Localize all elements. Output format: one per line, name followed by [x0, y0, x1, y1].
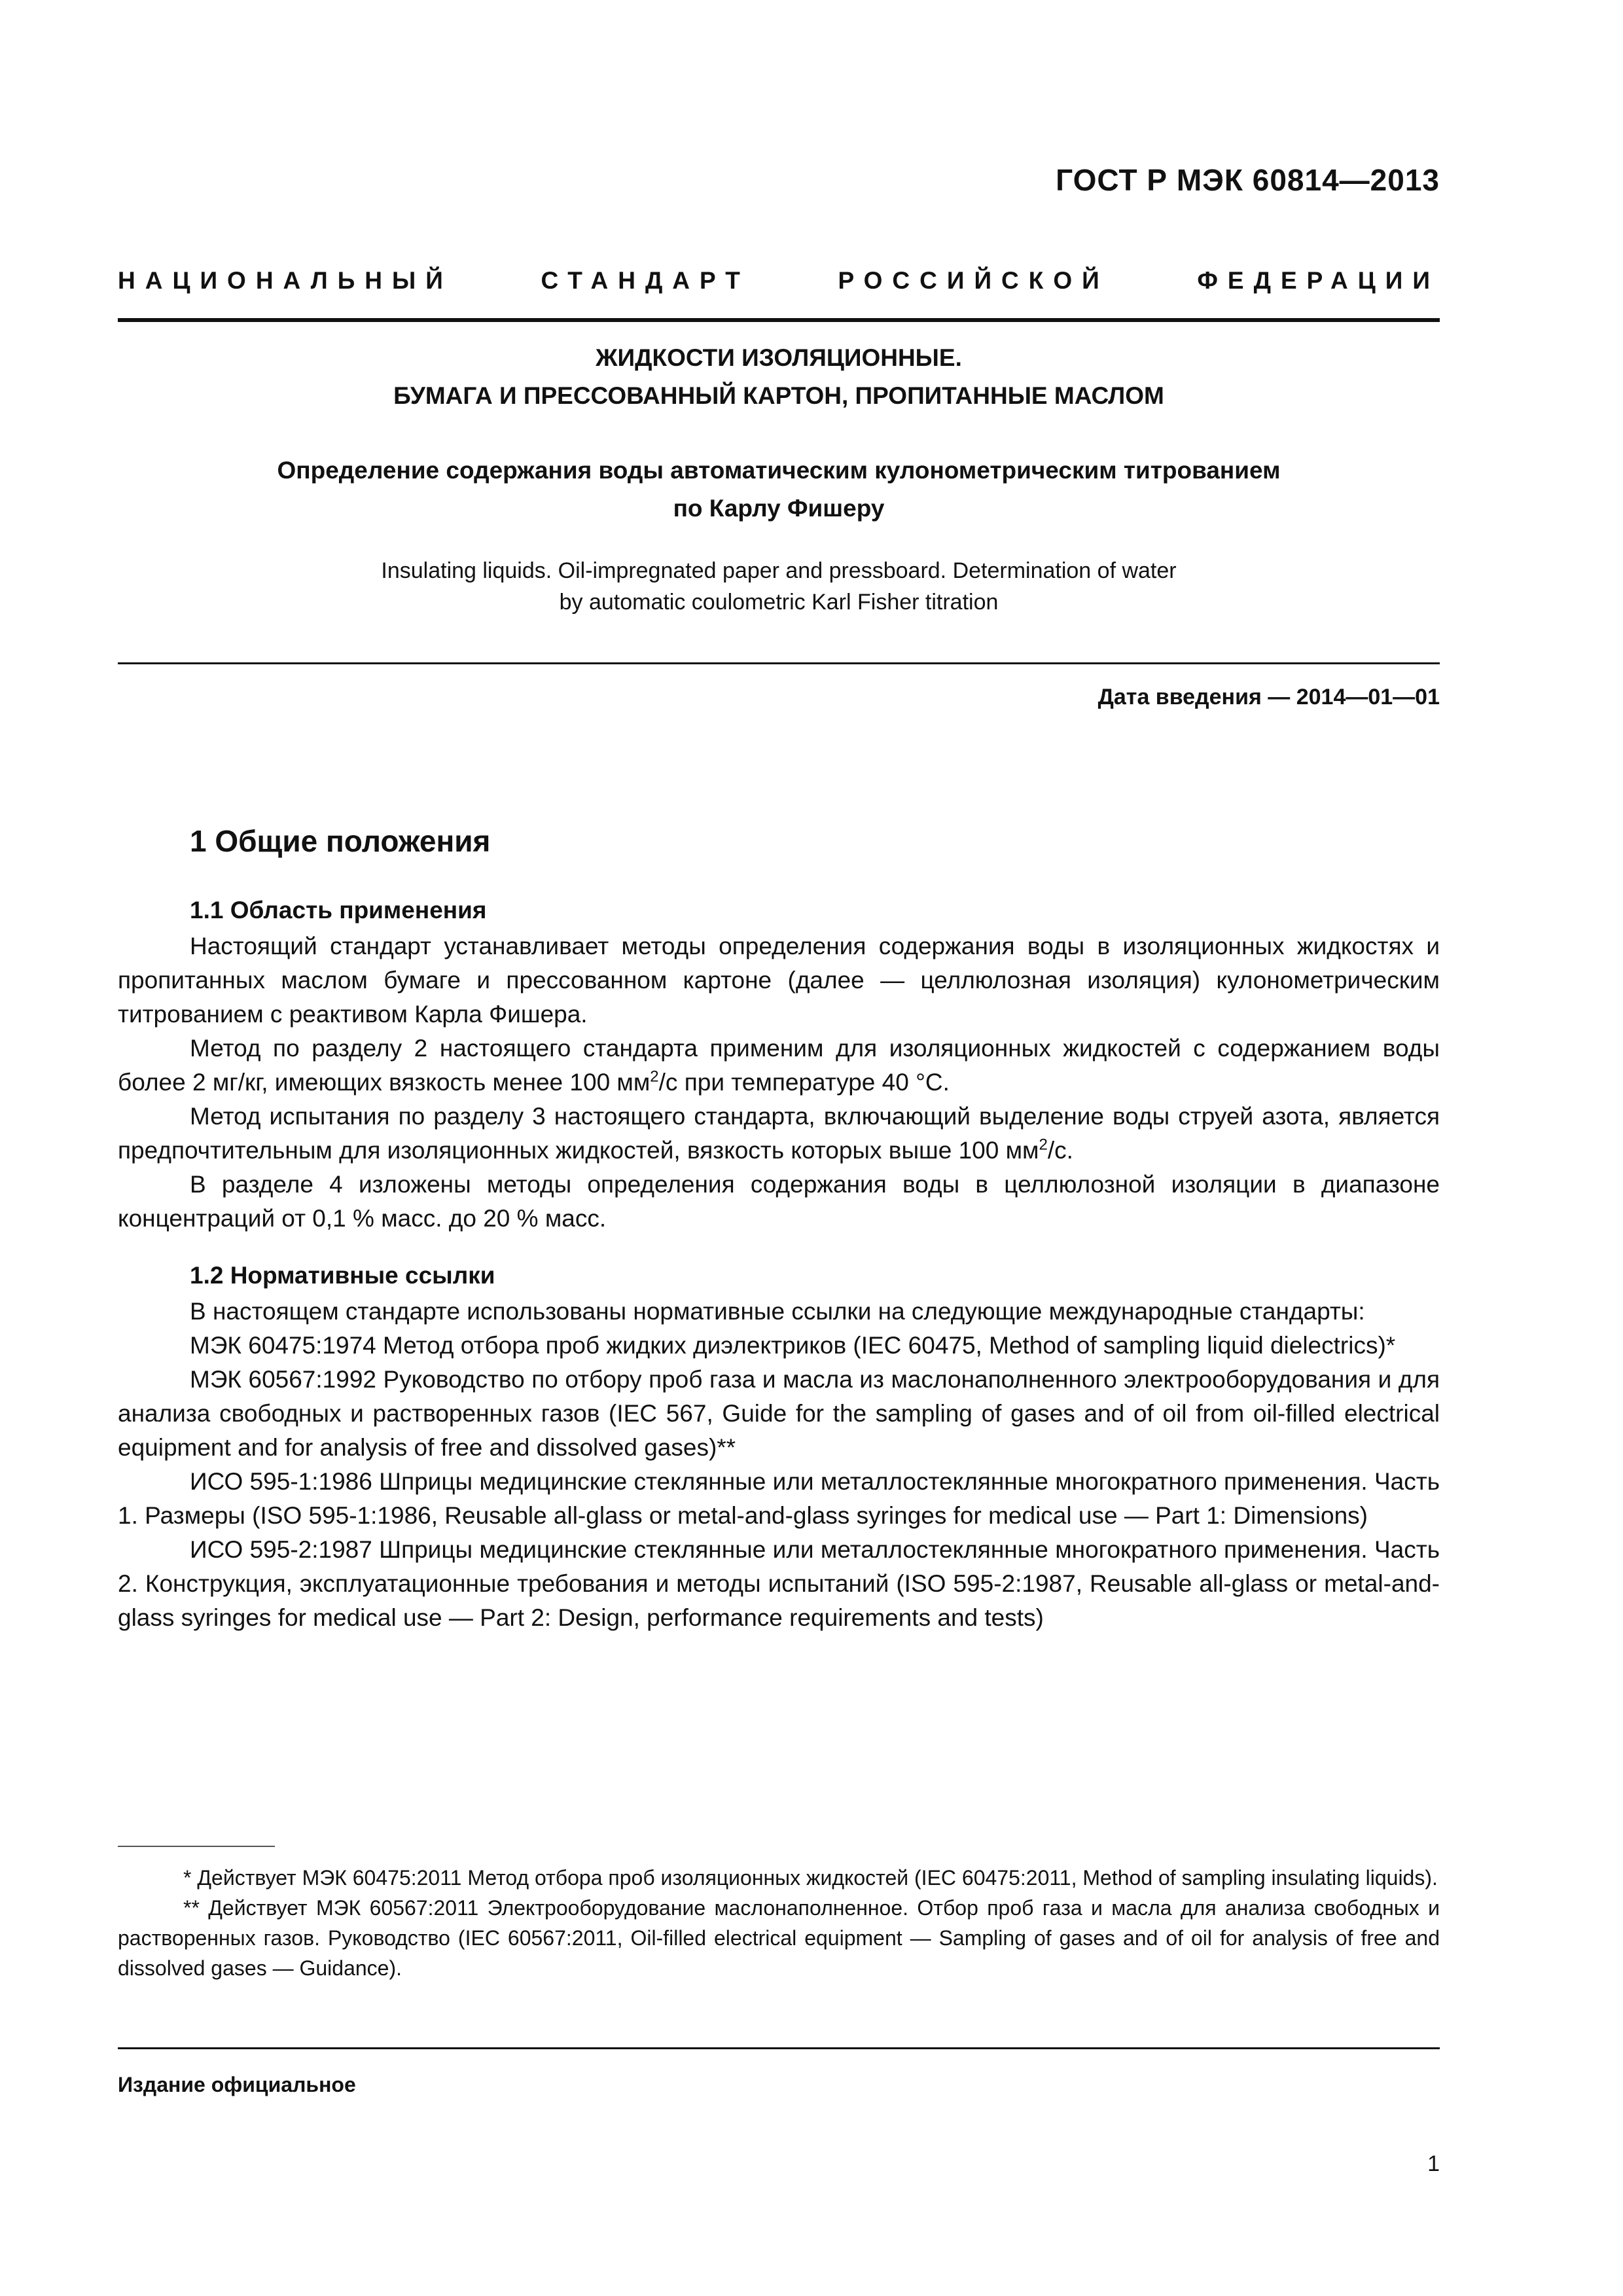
footnotes	[118, 1863, 1440, 1983]
gost-code: ГОСТ Р МЭК 60814—2013	[1056, 163, 1440, 197]
edition-label: Издание официальное	[118, 2073, 356, 2096]
english-title-line: by automatic coulometric Karl Fisher titration	[559, 590, 999, 615]
subtitle-line: Определение содержания воды автоматическим кулонометрическим титрованием	[277, 457, 1281, 484]
subsection-heading: 1.1 Область применения	[190, 897, 487, 924]
banner-word: НАЦИОНАЛЬНЫЙ	[118, 267, 453, 294]
national-standard-banner	[118, 267, 1440, 295]
title-divider	[118, 662, 1440, 664]
normative-references	[118, 1295, 1440, 1635]
english-title-line: Insulating liquids. Oil-impregnated paper and pressboard. Determination of water	[381, 558, 1177, 583]
introduction-date: Дата введения — 2014—01—01	[1097, 685, 1440, 709]
scope-text	[118, 929, 1440, 1236]
reference-item: ИСО 595-1:1986 Шприцы медицинские стеклянные или металлостеклянные многократного применения. Часть 1. Размеры (ISO 595-1:1986, Reusable all-glass or metal-and-glass syringes for medical use — Part 1: Dimensions)	[118, 1468, 1440, 1529]
footnote: ** Действует МЭК 60567:2011 Электрооборудование маслонаполненное. Отбор проб газа и масла для анализа свободных и растворенных газов. Руководство (IEC 60567:2011, Oil-filled electrical equipment — Sampling of gases and of oil for analysis of free and dissolved gases — Guidance).	[118, 1896, 1440, 1980]
section-heading: 1 Общие положения	[190, 824, 491, 858]
header-divider	[118, 318, 1440, 322]
title-line: БУМАГА И ПРЕССОВАННЫЙ КАРТОН, ПРОПИТАННЫЕ МАСЛОМ	[393, 382, 1164, 409]
english-title	[118, 555, 1440, 618]
subsection-heading: 1.2 Нормативные ссылки	[190, 1262, 495, 1289]
reference-item: МЭК 60567:1992 Руководство по отбору проб газа и масла из маслонаполненного электрооборудования и для анализа свободных и растворенных газов (IEC 567, Guide for the sampling of gases and of oil from oil-filled electrical equipment and for analysis of free and dissolved gases)**	[118, 1366, 1440, 1461]
reference-item: ИСО 595-2:1987 Шприцы медицинские стеклянные или металлостеклянные многократного применения. Часть 2. Конструкция, эксплуатационные требования и методы испытаний (ISO 595-2:1987, Reusable all-glass or metal-and-glass syringes for medical use — Part 2: Design, performance requirements and tests)	[118, 1536, 1440, 1631]
document-page	[118, 0, 1440, 2296]
title-line: ЖИДКОСТИ ИЗОЛЯЦИОННЫЕ.	[596, 344, 962, 371]
banner-word: ФЕДЕРАЦИИ	[1197, 267, 1440, 294]
page-number: 1	[1427, 2151, 1440, 2176]
banner-word: СТАНДАРТ	[541, 267, 750, 294]
paragraph: В разделе 4 изложены методы определения содержания воды в целлюлозной изоляции в диапазоне концентраций от 0,1 % масс. до 20 % масс.	[118, 1171, 1440, 1232]
document-subtitle	[118, 452, 1440, 528]
footnote-divider	[118, 1846, 275, 1847]
paragraph: Настоящий стандарт устанавливает методы определения содержания воды в изоляционных жидкостях и пропитанных маслом бумаге и прессованном картоне (далее — целлюлозная изоляция) кулонометрическим титрованием с реактивом Карла Фишера.	[118, 933, 1440, 1028]
paragraph: В настоящем стандарте использованы нормативные ссылки на следующие международные стандарты:	[190, 1298, 1365, 1325]
paragraph: Метод испытания по разделу 3 настоящего стандарта, включающий выделение воды струей азота, является предпочтительным для изоляционных жидкостей, вязкость которых выше 100 $мм^2/с$.	[118, 1103, 1440, 1164]
reference-item: МЭК 60475:1974 Метод отбора проб жидких диэлектриков (IEC 60475, Method of sampling liquid dielectrics)*	[190, 1332, 1396, 1359]
subtitle-line: по Карлу Фишеру	[673, 495, 885, 522]
footnote: * Действует МЭК 60475:2011 Метод отбора проб изоляционных жидкостей (IEC 60475:2011, Method of sampling insulating liquids).	[183, 1866, 1438, 1890]
footer-divider	[118, 2047, 1440, 2049]
banner-word: РОССИЙСКОЙ	[838, 267, 1109, 294]
paragraph: Метод по разделу 2 настоящего стандарта применим для изоляционных жидкостей с содержанием воды более 2 мг/кг, имеющих вязкость менее 100 $мм^2/с$ при температуре 40 °С.	[118, 1035, 1440, 1096]
document-title	[118, 339, 1440, 415]
